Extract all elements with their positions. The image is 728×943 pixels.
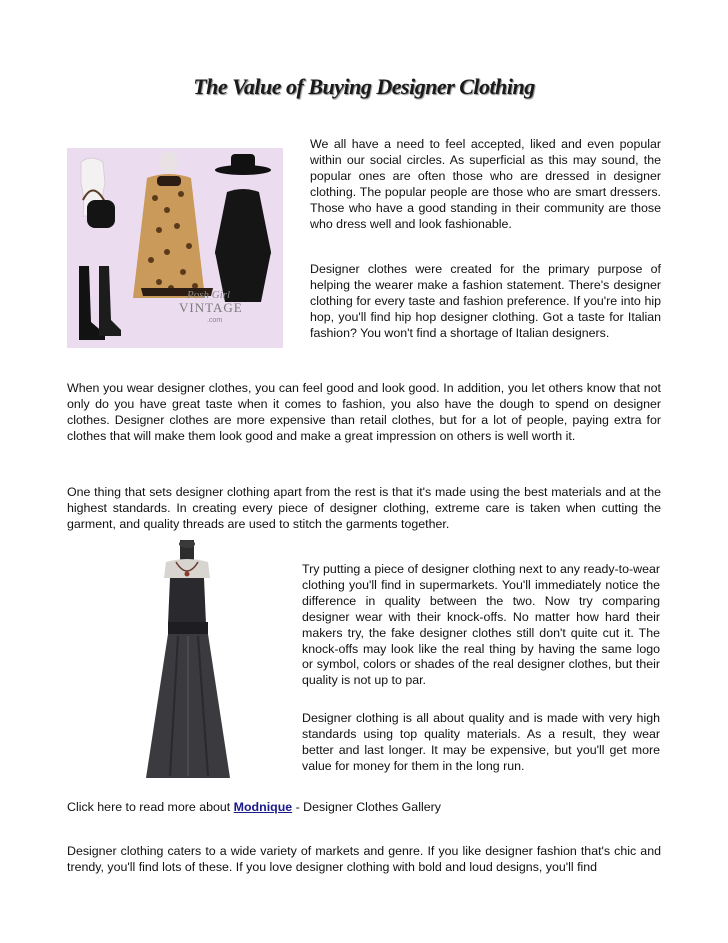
document-title: The Value of Buying Designer Clothing	[193, 74, 535, 99]
paragraph-3: When you wear designer clothes, you can feel good and look good. In addition, you let others know that not only do you have great taste when it comes to fashion, you also have the dough to spend on designer clothes. Designer clothes are more expensive than retail clothes, but for a lot of people, paying extra for clothes that will make them look good and make a great impression on others is well worth it.	[67, 381, 661, 443]
logo-line-1: Posh Girl	[187, 289, 231, 301]
logo-line-3: .com	[207, 317, 223, 324]
modnique-link[interactable]: Modnique	[233, 800, 293, 814]
vintage-clothing-image	[67, 148, 283, 348]
black-dress-illustration	[142, 540, 234, 790]
link-prefix: Click here to read more about	[67, 800, 234, 814]
logo-line-2: VINTAGE	[179, 300, 243, 315]
black-dress-image	[142, 540, 234, 790]
paragraph-7: Designer clothing caters to a wide variety of markets and genre. If you like designer fashion that's chic and trendy, you'll find lots of these. If you love designer clothing with bold and loud designs, you'll find	[67, 844, 661, 874]
vintage-clothing-illustration	[67, 148, 283, 348]
link-suffix: - Designer Clothes Gallery	[292, 800, 441, 814]
paragraph-4: One thing that sets designer clothing apart from the rest is that it's made using the best materials and at the highest standards. In creating every piece of designer clothing, extreme care is taken when cutting the garment, and quality threads are used to stitch the garments together.	[67, 485, 661, 531]
link-line	[67, 800, 661, 816]
paragraph-6: Designer clothing is all about quality and is made with very high standards using top quality materials. As a result, they wear better and last longer. It may be expensive, but you'll get more value for money for them in the long run.	[302, 711, 660, 773]
paragraph-2: Designer clothes were created for the primary purpose of helping the wearer make a fashion statement. There's designer clothing for every taste and fashion preference. If you're into hip hop, you'll find hip hop designer clothing. Got a taste for Italian fashion? You won't find a shortage of Italian designers.	[310, 262, 661, 340]
paragraph-5: Try putting a piece of designer clothing next to any ready-to-wear clothing you'll find in supermarkets. You'll immediately notice the difference in quality between the two. Now try comparing designer wear with their knock-offs. No matter how hard their makers try, the fake designer clothes still don't quite cut it. The knock-offs may look like the real thing by having the same logo or symbol, colors or shades of the real designer clothes, but their quality is not up to par.	[302, 562, 660, 688]
paragraph-1: We all have a need to feel accepted, liked and even popular within our social circles. As superficial as this may sound, the popular ones are often those who are dressed in designer clothing. The popular people are those who are smart dressers. Those who have a good standing in their community are those who dress well and look fashionable.	[310, 137, 661, 231]
